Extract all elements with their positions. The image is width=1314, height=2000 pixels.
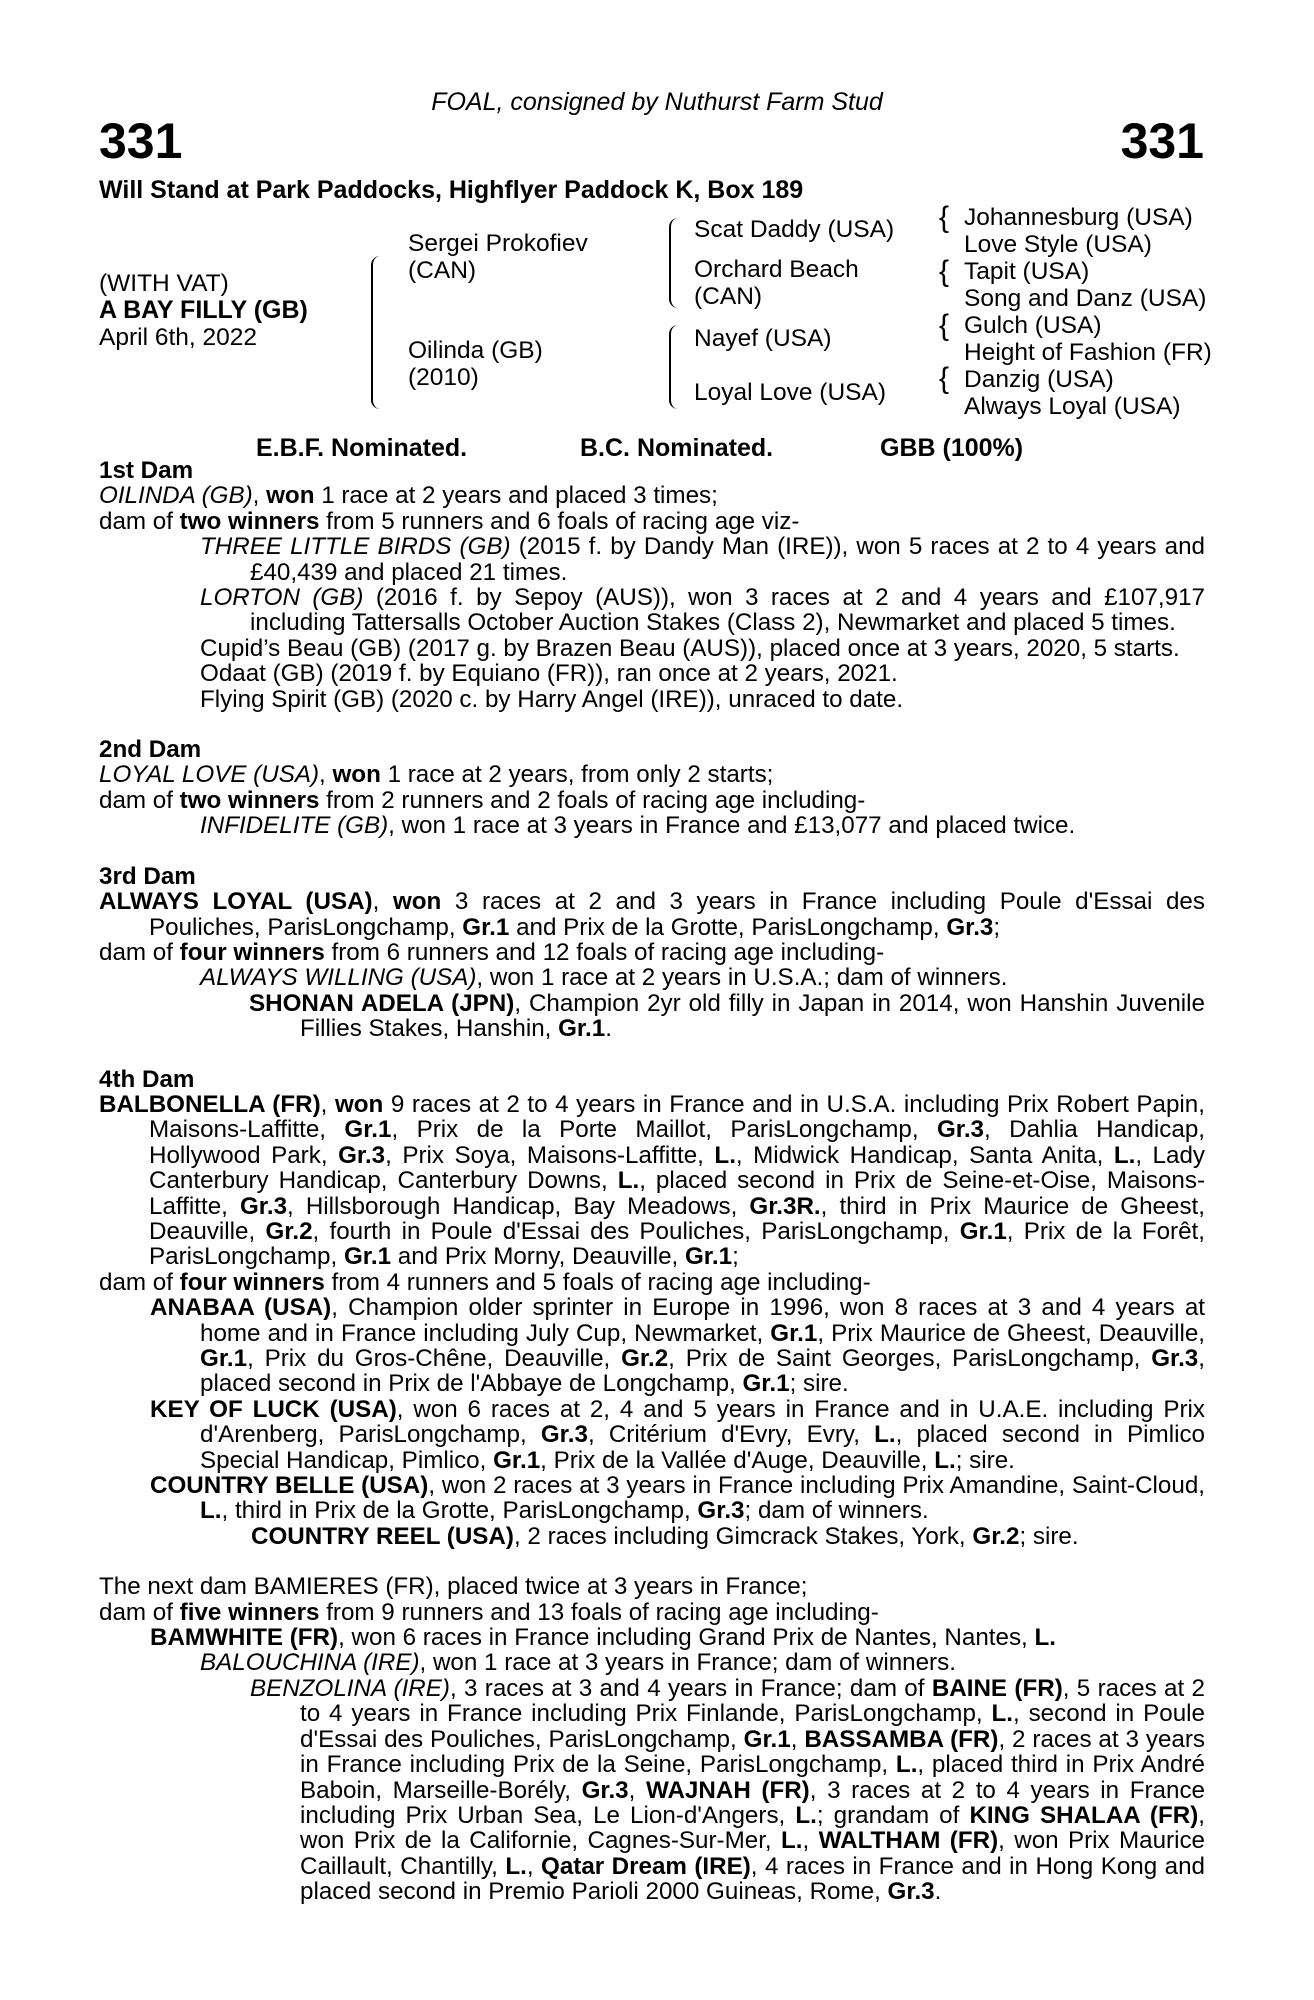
- sire-dam-country: (CAN): [694, 283, 763, 310]
- dam-sire: Nayef (USA): [694, 325, 832, 352]
- foaling-date: April 6th, 2022: [99, 324, 257, 351]
- produce-entry: Odaat (GB) (2019 f. by Equiano (FR)), ran once at 2 years, 2021.: [200, 660, 898, 688]
- lot-number-right: 331: [1120, 113, 1204, 169]
- produce-entry: Cupid’s Beau (GB) (2017 g. by Brazen Beau (AUS)), placed once at 3 years, 2020, 5 starts.: [200, 634, 1180, 662]
- ebf-nomination: E.B.F. Nominated.: [256, 434, 468, 462]
- first-dam-heading: 1st Dam: [99, 457, 194, 484]
- produce-entry: ANABAA (USA), Champion older sprinter in Europe in 1996, won 8 races at 3 and 4 years at home and in France including July Cup, Newmarket, Gr.1, Prix Maurice de Gheest, Deauville, Gr.1, Prix du Gros-Chêne, Deauville, Gr.2, Prix de Saint Georges, ParisLongchamp, Gr.3, placed second in Prix de l'Abbaye de Longchamp, Gr.1; sire.: [150, 1294, 1205, 1398]
- sire-dam: Orchard Beach: [694, 256, 859, 283]
- gbb-status: GBB (100%): [880, 434, 1024, 462]
- gen4-6: Height of Fashion (FR): [964, 339, 1212, 366]
- gen4-5: Gulch (USA): [964, 312, 1102, 339]
- first-dam-produce: dam of two winners from 5 runners and 6 foals of racing age viz-: [99, 507, 800, 535]
- sire-sire: Scat Daddy (USA): [694, 216, 895, 243]
- sire-name: Sergei Prokofiev: [408, 230, 588, 257]
- produce-entry: KEY OF LUCK (USA), won 6 races at 2, 4 and 5 years in France and in U.A.E. including Prix d'Arenberg, ParisLongchamp, Gr.3, Critérium d'Evry, Evry, L., placed second in Pimlico Special Handicap, Pimlico, Gr.1, Prix de la Vallée d'Auge, Deauville, L.; sire.: [150, 1395, 1205, 1474]
- dam-name: Oilinda (GB): [408, 337, 543, 364]
- gen4-8: Always Loyal (USA): [964, 393, 1181, 420]
- gen4-1: Johannesburg (USA): [964, 204, 1193, 231]
- stand-location: Will Stand at Park Paddocks, Highflyer Paddock K, Box 189: [99, 176, 804, 204]
- gen4-4: Song and Danz (USA): [964, 285, 1207, 312]
- fourth-dam-record: BALBONELLA (FR), won 9 races at 2 to 4 years in France and in U.S.A. including Prix Robert Papin, Maisons-Laffitte, Gr.1, Prix de la Porte Maillot, ParisLongchamp, Gr.3, Dahlia Handicap, Hollywood Park, Gr.3, Prix Soya, Maisons-Laffitte, L., Midwick Handicap, Santa Anita, L., Lady Canterbury Handicap, Canterbury Downs, L., placed second in Prix de Seine-et-Oise, Maisons-Laffitte, Gr.3, Hillsborough Handicap, Bay Meadows, Gr.3R., third in Prix Maurice de Gheest, Deauville, Gr.2, fourth in Poule d'Essai des Pouliches, ParisLongchamp, Gr.1, Prix de la Forêt, ParisLongchamp, Gr.1 and Prix Morny, Deauville, Gr.1;: [99, 1090, 1206, 1271]
- produce-entry: COUNTRY REEL (USA), 2 races including Gimcrack Stakes, York, Gr.2; sire.: [251, 1522, 1079, 1550]
- produce-entry: ALWAYS WILLING (USA), won 1 race at 2 years in U.S.A.; dam of winners.: [200, 964, 1008, 992]
- pedigree-notes: [99, 458, 1205, 1905]
- produce-entry: BENZOLINA (IRE), 3 races at 3 and 4 years in France; dam of BAINE (FR), 5 races at 2 to 4 years in France including Prix Finlande, ParisLongchamp, L., second in Poule d'Essai des Pouliches, ParisLongchamp, Gr.1, BASSAMBA (FR), 2 races at 3 years in France including Prix de la Seine, ParisLongchamp, L., placed third in Prix André Baboin, Marseille-Borély, Gr.3, WAJNAH (FR), 3 races at 2 to 4 years in France including Prix Urban Sea, Le Lion-d'Angers, L.; grandam of KING SHALAA (FR), won Prix de la Californie, Cagnes-Sur-Mer, L., WALTHAM (FR), won Prix Maurice Caillault, Chantilly, L., Qatar Dream (IRE), 4 races in France and in Hong Kong and placed second in Premio Parioli 2000 Guineas, Rome, Gr.3.: [250, 1674, 1206, 1906]
- first-dam-record: OILINDA (GB), won 1 race at 2 years and placed 3 times;: [99, 482, 718, 510]
- bracket-dam-line: [669, 325, 681, 409]
- gen4-2: Love Style (USA): [964, 231, 1152, 258]
- second-dam-produce: dam of two winners from 2 runners and 2 foals of racing age including-: [99, 786, 866, 814]
- brace-2: {: [939, 255, 950, 288]
- third-dam-produce: dam of four winners from 6 runners and 12 foals of racing age including-: [99, 938, 885, 966]
- produce-entry: COUNTRY BELLE (USA), won 2 races at 3 years in France including Prix Amandine, Saint-Cloud, L., third in Prix de la Grotte, ParisLongchamp, Gr.3; dam of winners.: [150, 1472, 1205, 1525]
- dam-dam: Loyal Love (USA): [694, 379, 887, 406]
- next-dam-record: The next dam BAMIERES (FR), placed twice at 3 years in France;: [99, 1573, 808, 1601]
- second-dam-record: LOYAL LOVE (USA), won 1 race at 2 years, from only 2 starts;: [99, 761, 774, 789]
- fourth-dam-produce: dam of four winners from 4 runners and 5 foals of racing age including-: [99, 1268, 871, 1296]
- vat-note: (WITH VAT): [99, 270, 229, 297]
- second-dam-heading: 2nd Dam: [99, 736, 202, 764]
- produce-entry: Flying Spirit (GB) (2020 c. by Harry Angel (IRE)), unraced to date.: [200, 685, 904, 713]
- gen4-7: Danzig (USA): [964, 366, 1114, 393]
- consignor-line: FOAL, consigned by Nuthurst Farm Stud: [431, 88, 883, 116]
- produce-entry: BAMWHITE (FR), won 6 races in France including Grand Prix de Nantes, Nantes, L.: [150, 1624, 1057, 1652]
- bc-nomination: B.C. Nominated.: [580, 434, 774, 462]
- produce-entry: THREE LITTLE BIRDS (GB) (2015 f. by Dandy Man (IRE)), won 5 races at 2 to 4 years and £40,439 and placed 21 times.: [200, 533, 1205, 586]
- gen4-3: Tapit (USA): [964, 258, 1090, 285]
- sire-country: (CAN): [408, 257, 477, 284]
- bracket-sire-line: [669, 218, 681, 308]
- produce-entry: LORTON (GB) (2016 f. by Sepoy (AUS)), won 3 races at 2 and 4 years and £107,917 including Tattersalls October Auction Stakes (Class 2), Newmarket and placed 5 times.: [200, 584, 1205, 637]
- bracket-gen1: [371, 256, 383, 409]
- produce-entry: BALOUCHINA (IRE), won 1 race at 3 years in France; dam of winners.: [200, 1649, 956, 1677]
- brace-3: {: [939, 309, 950, 342]
- produce-entry: SHONAN ADELA (JPN), Champion 2yr old filly in Japan in 2014, won Hanshin Juvenile Fillies Stakes, Hanshin, Gr.1.: [249, 989, 1206, 1043]
- third-dam-heading: 3rd Dam: [99, 862, 196, 890]
- brace-1: {: [939, 201, 950, 234]
- third-dam-record: ALWAYS LOYAL (USA), won 3 races at 2 and 3 years in France including Poule d'Essai des Pouliches, ParisLongchamp, Gr.1 and Prix de la Grotte, ParisLongchamp, Gr.3;: [99, 888, 1205, 941]
- horse-name: A BAY FILLY (GB): [99, 296, 308, 324]
- brace-4: {: [939, 362, 950, 395]
- next-dam-produce: dam of five winners from 9 runners and 13 foals of racing age including-: [99, 1598, 879, 1626]
- dam-year: (2010): [408, 364, 479, 391]
- fourth-dam-heading: 4th Dam: [99, 1065, 195, 1093]
- lot-number-left: 331: [99, 113, 183, 169]
- produce-entry: INFIDELITE (GB), won 1 race at 3 years in France and £13,077 and placed twice.: [200, 812, 1076, 840]
